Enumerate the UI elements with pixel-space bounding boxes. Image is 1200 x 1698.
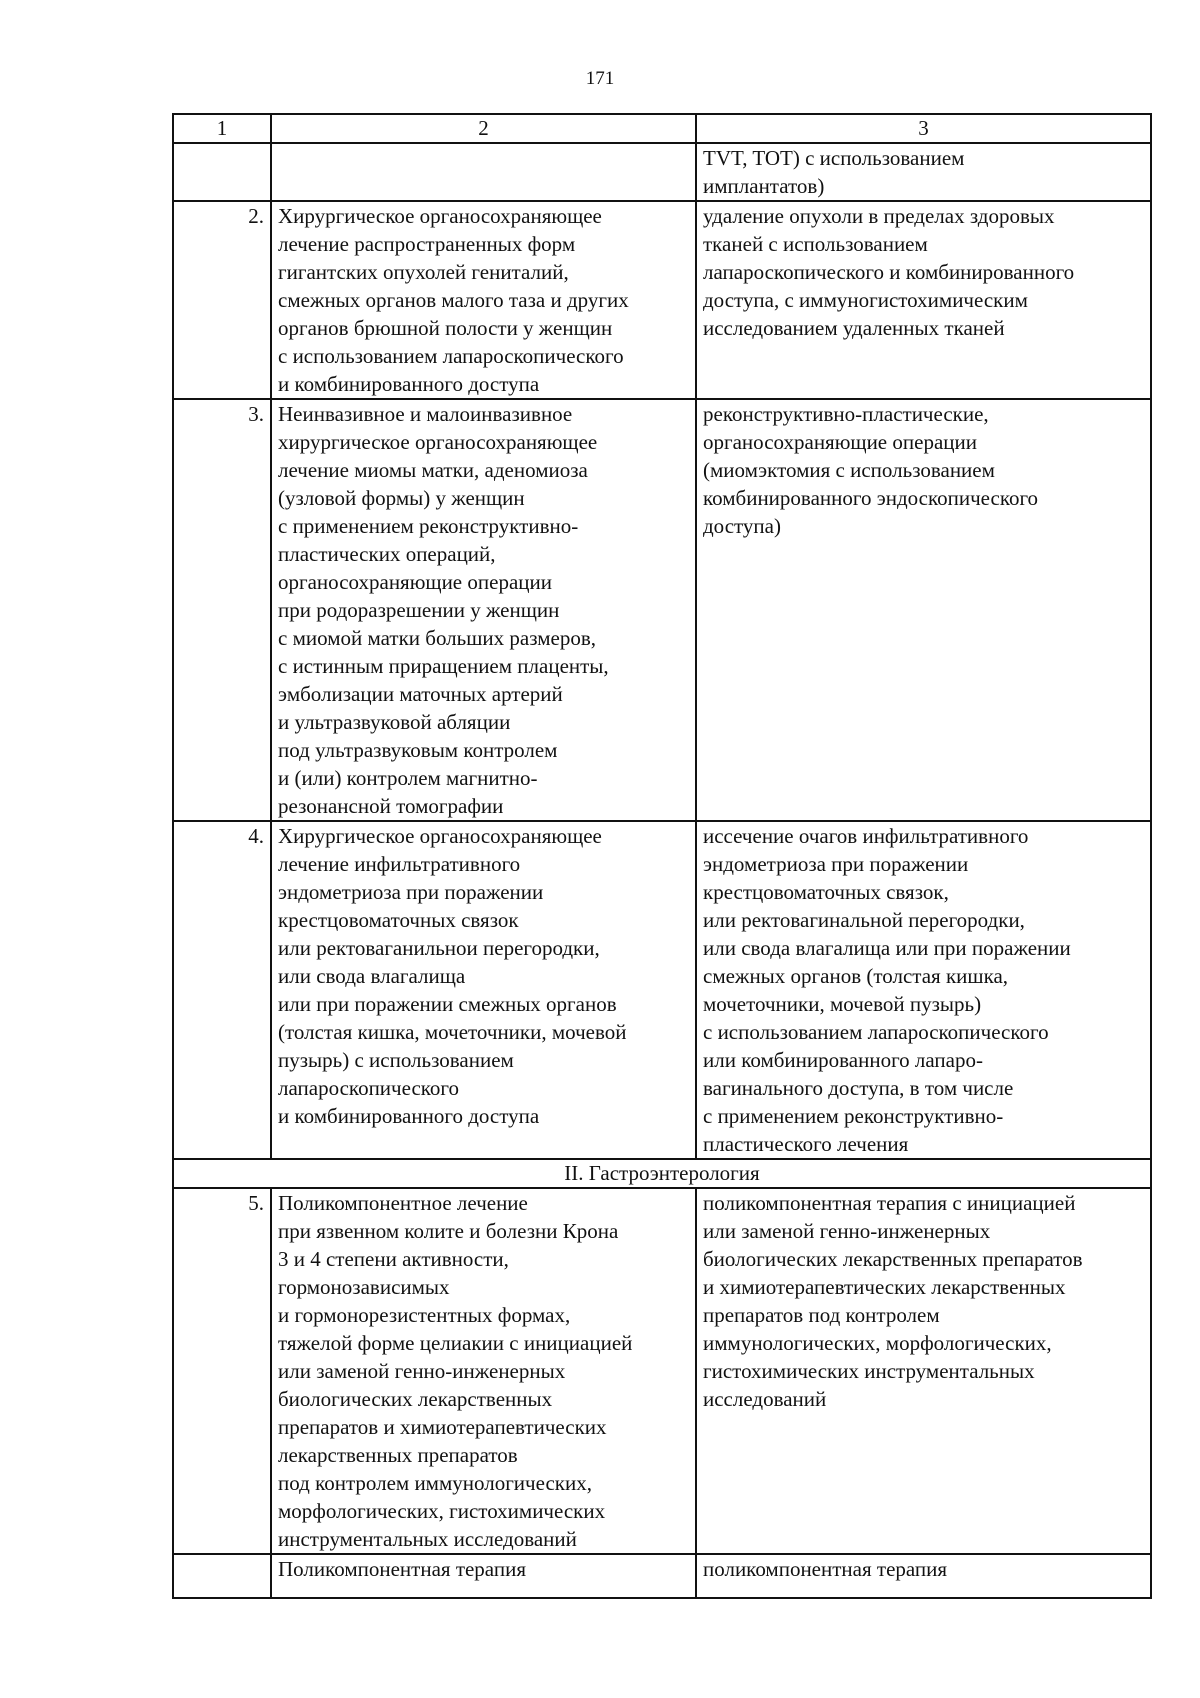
cell-line: хирургическое органосохраняющее — [278, 430, 598, 454]
cell-line: или заменой генно-инженерных — [278, 1359, 566, 1383]
cell-line: пластического лечения — [703, 1132, 909, 1156]
cell-line: реконструктивно-пластические, — [703, 402, 989, 426]
cell-line: (толстая кишка, мочеточники, мочевой — [278, 1020, 627, 1044]
header-col-2: 2 — [271, 114, 696, 143]
cell-line: Хирургическое органосохраняющее — [278, 824, 602, 848]
cell-line: и комбинированного доступа — [278, 372, 540, 396]
cell-line: препаратов под контролем — [703, 1303, 940, 1327]
cell-line: гормонозависимых — [278, 1275, 450, 1299]
table-row — [173, 821, 1151, 1159]
cell-line: иссечение очагов инфильтративного — [703, 824, 1029, 848]
cell-line: лапароскопического и комбинированного — [703, 260, 1075, 284]
cell-line: иммунологических, морфологических, — [703, 1331, 1052, 1355]
cell-line: под ультразвуковым контролем — [278, 738, 558, 762]
cell-line: крестцовоматочных связок — [278, 908, 519, 932]
cell-col2 — [271, 1188, 696, 1554]
cell-col2 — [271, 201, 696, 399]
header-col-3: 3 — [696, 114, 1151, 143]
cell-line: тканей с использованием — [703, 232, 928, 256]
cell-line: TVT, TOT) с использованием — [703, 146, 965, 170]
cell-line: Поликомпонентное лечение — [278, 1191, 528, 1215]
cell-line: лекарственных препаратов — [278, 1443, 518, 1467]
cell-line: лечение миомы матки, аденомиоза — [278, 458, 588, 482]
cell-line: (миомэктомия с использованием — [703, 458, 995, 482]
cell-line: доступа) — [703, 514, 781, 538]
cell-line: вагинального доступа, в том числе — [703, 1076, 1014, 1100]
cell-line: и гормонорезистентных формах, — [278, 1303, 571, 1327]
cell-line: (узловой формы) у женщин — [278, 486, 525, 510]
cell-num: 2. — [173, 201, 271, 399]
section-row — [173, 1159, 1151, 1188]
cell-line: при язвенном колите и болезни Крона — [278, 1219, 619, 1243]
cell-col3 — [696, 821, 1151, 1159]
cell-col2 — [271, 399, 696, 821]
table-row — [173, 1554, 1151, 1598]
section-title: II. Гастроэнтерология — [173, 1159, 1151, 1188]
cell-line: исследованием удаленных тканей — [703, 316, 1005, 340]
cell-num: 4. — [173, 821, 271, 1159]
cell-line: удаление опухоли в пределах здоровых — [703, 204, 1055, 228]
cell-num — [173, 143, 271, 201]
cell-col3 — [696, 1188, 1151, 1554]
cell-line: смежных органов (толстая кишка, — [703, 964, 1009, 988]
cell-line: Неинвазивное и малоинвазивное — [278, 402, 573, 426]
cell-line: органосохраняющие операции — [278, 570, 552, 594]
cell-line: с истинным приращением плаценты, — [278, 654, 609, 678]
cell-line: препаратов и химиотерапевтических — [278, 1415, 607, 1439]
cell-line: или ректовагинальной перегородки, — [703, 908, 1025, 932]
cell-line: гигантских опухолей гениталий, — [278, 260, 569, 284]
cell-line: и ультразвуковой абляции — [278, 710, 511, 734]
cell-line: с миомой матки больших размеров, — [278, 626, 596, 650]
cell-line: при родоразрешении у женщин — [278, 598, 560, 622]
cell-line: с использованием лапароскопического — [278, 344, 624, 368]
cell-line: лечение инфильтративного — [278, 852, 521, 876]
cell-line: под контролем иммунологических, — [278, 1471, 592, 1495]
cell-line: или комбинированного лапаро- — [703, 1048, 983, 1072]
cell-line: эмболизации маточных артерий — [278, 682, 563, 706]
cell-col2 — [271, 143, 696, 201]
cell-line: поликомпонентная терапия — [703, 1557, 948, 1581]
cell-line: мочеточники, мочевой пузырь) — [703, 992, 982, 1016]
cell-line: Поликомпонентная терапия — [278, 1557, 526, 1581]
cell-line: или заменой генно-инженерных — [703, 1219, 991, 1243]
cell-line: или свода влагалища или при поражении — [703, 936, 1071, 960]
header-col-1: 1 — [173, 114, 271, 143]
page-number: 171 — [585, 68, 615, 89]
cell-line: имплантатов) — [703, 174, 825, 198]
cell-line: 3 и 4 степени активности, — [278, 1247, 509, 1271]
cell-line: исследований — [703, 1387, 827, 1411]
table-row — [173, 201, 1151, 399]
cell-line: лечение распространенных форм — [278, 232, 576, 256]
cell-col2 — [271, 821, 696, 1159]
cell-line: биологических лекарственных препаратов — [703, 1247, 1083, 1271]
cell-col2 — [271, 1554, 696, 1598]
cell-line: эндометриоза при поражении — [278, 880, 544, 904]
cell-line: смежных органов малого таза и других — [278, 288, 629, 312]
cell-num — [173, 1554, 271, 1598]
cell-line: комбинированного эндоскопического — [703, 486, 1039, 510]
cell-line: и комбинированного доступа — [278, 1104, 540, 1128]
cell-line: и химиотерапевтических лекарственных — [703, 1275, 1066, 1299]
cell-line: пузырь) с использованием — [278, 1048, 514, 1072]
cell-line: инструментальных исследований — [278, 1527, 577, 1551]
cell-line: пластических операций, — [278, 542, 496, 566]
cell-line: крестцовоматочных связок, — [703, 880, 949, 904]
cell-line: с применением реконструктивно- — [703, 1104, 1004, 1128]
cell-num: 5. — [173, 1188, 271, 1554]
cell-line: и (или) контролем магнитно- — [278, 766, 538, 790]
cell-line: или ректоваганильнои перегородки, — [278, 936, 600, 960]
cell-line: с применением реконструктивно- — [278, 514, 579, 538]
cell-line: с использованием лапароскопического — [703, 1020, 1049, 1044]
cell-line: доступа, с иммуногистохимическим — [703, 288, 1028, 312]
cell-num: 3. — [173, 399, 271, 821]
cell-col3 — [696, 1554, 1151, 1598]
cell-line: морфологических, гистохимических — [278, 1499, 606, 1523]
cell-line: биологических лекарственных — [278, 1387, 553, 1411]
cell-line: органов брюшной полости у женщин — [278, 316, 613, 340]
cell-line: Хирургическое органосохраняющее — [278, 204, 602, 228]
cell-col3 — [696, 201, 1151, 399]
table-row — [173, 1188, 1151, 1554]
cell-line: тяжелой форме целиакии с инициацией — [278, 1331, 633, 1355]
cell-col3 — [696, 143, 1151, 201]
table-header-row — [173, 114, 1151, 143]
cell-line: или свода влагалища — [278, 964, 466, 988]
cell-line: резонансной томографии — [278, 794, 504, 818]
cell-line: или при поражении смежных органов — [278, 992, 617, 1016]
cell-line: лапароскопического — [278, 1076, 459, 1100]
table-row-continuation — [173, 143, 1151, 201]
table-row — [173, 399, 1151, 821]
cell-line: поликомпонентная терапия с инициацией — [703, 1191, 1076, 1215]
cell-line: гистохимических инструментальных — [703, 1359, 1035, 1383]
procedures-table — [172, 113, 1152, 1599]
cell-line: органосохраняющие операции — [703, 430, 977, 454]
cell-line: эндометриоза при поражении — [703, 852, 969, 876]
cell-col3 — [696, 399, 1151, 821]
